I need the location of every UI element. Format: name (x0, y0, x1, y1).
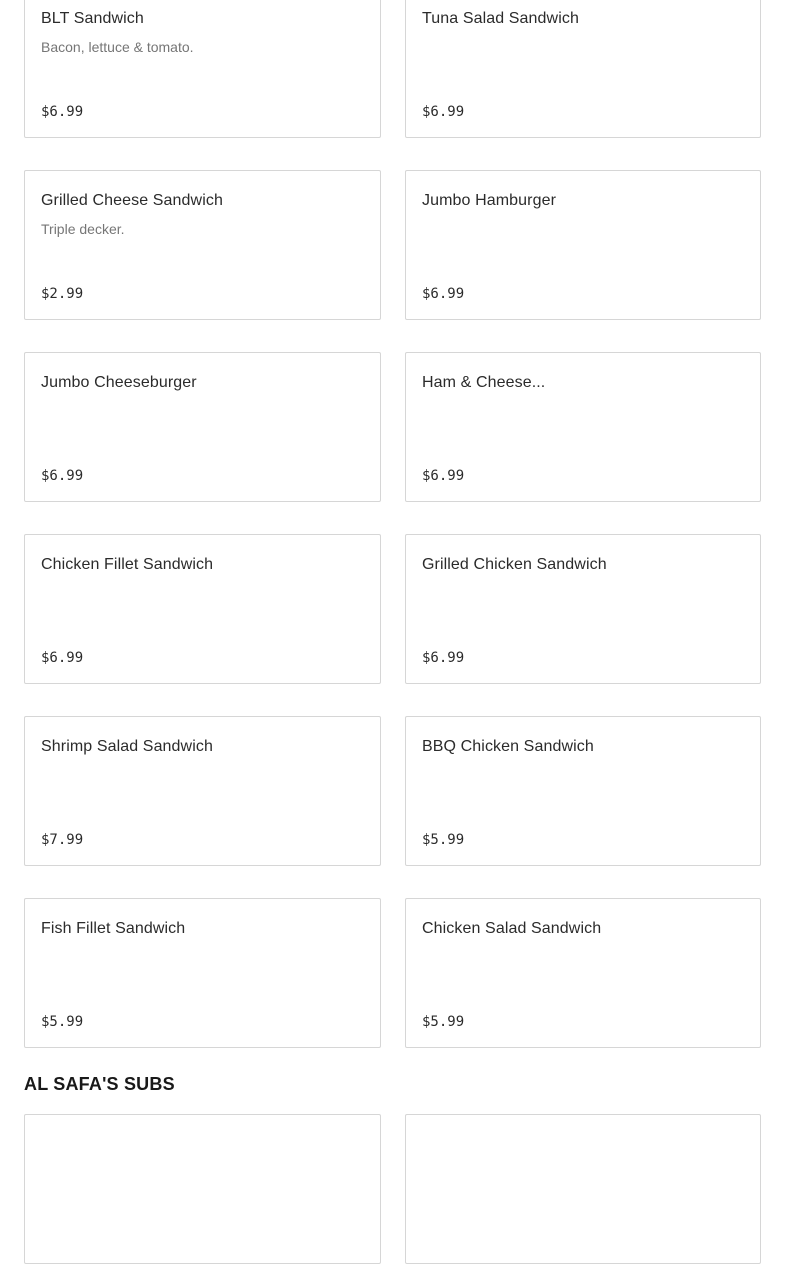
menu-item-price: $5.99 (41, 1014, 84, 1030)
menu-item-price: $6.99 (422, 468, 465, 484)
section-title: AL SAFA'S SUBS (24, 1074, 175, 1094)
menu-item-price: $6.99 (41, 650, 84, 666)
menu-item-name: Chicken Salad Sandwich (422, 920, 602, 937)
menu-items-grid (24, 0, 761, 1048)
menu-item-name: Shrimp Salad Sandwich (41, 738, 213, 755)
menu-item-card[interactable] (405, 716, 761, 866)
menu-item-name: Grilled Chicken Sandwich (422, 556, 607, 573)
menu-item-price: $6.99 (422, 104, 465, 120)
menu-item-card[interactable] (24, 534, 381, 684)
menu-item-name: BBQ Chicken Sandwich (422, 738, 594, 755)
menu-item-price: $6.99 (41, 468, 84, 484)
menu-item-price: $6.99 (41, 104, 84, 120)
menu-item-card[interactable] (405, 898, 761, 1048)
menu-item-card[interactable] (405, 352, 761, 502)
next-section-grid (24, 1114, 761, 1264)
menu-item-price: $7.99 (41, 832, 84, 848)
menu-item-price: $5.99 (422, 832, 465, 848)
menu-item-card[interactable] (405, 1114, 761, 1264)
menu-item-price: $5.99 (422, 1014, 465, 1030)
menu-item-price: $6.99 (422, 286, 465, 302)
menu-item-card[interactable] (24, 352, 381, 502)
menu-item-card[interactable] (24, 716, 381, 866)
menu-item-card[interactable] (24, 0, 381, 138)
menu-item-card[interactable] (405, 534, 761, 684)
menu-item-name: Ham & Cheese... (422, 374, 546, 391)
menu-item-card[interactable] (405, 170, 761, 320)
menu-item-description: Triple decker. (41, 221, 125, 237)
menu-item-card[interactable] (24, 898, 381, 1048)
menu-item-card[interactable] (24, 170, 381, 320)
menu-item-name: Chicken Fillet Sandwich (41, 556, 214, 573)
menu-item-name: Grilled Cheese Sandwich (41, 192, 223, 209)
menu-item-description: Bacon, lettuce & tomato. (41, 39, 194, 55)
menu-item-name: Jumbo Cheeseburger (41, 374, 197, 391)
menu-item-name: Tuna Salad Sandwich (422, 10, 579, 27)
menu-item-price: $6.99 (422, 650, 465, 666)
menu-item-name: BLT Sandwich (41, 10, 144, 27)
menu-item-card[interactable] (405, 0, 761, 138)
menu-item-card[interactable] (24, 1114, 381, 1264)
menu-item-name: Jumbo Hamburger (422, 192, 556, 209)
menu-item-name: Fish Fillet Sandwich (41, 920, 186, 937)
menu-item-price: $2.99 (41, 286, 84, 302)
